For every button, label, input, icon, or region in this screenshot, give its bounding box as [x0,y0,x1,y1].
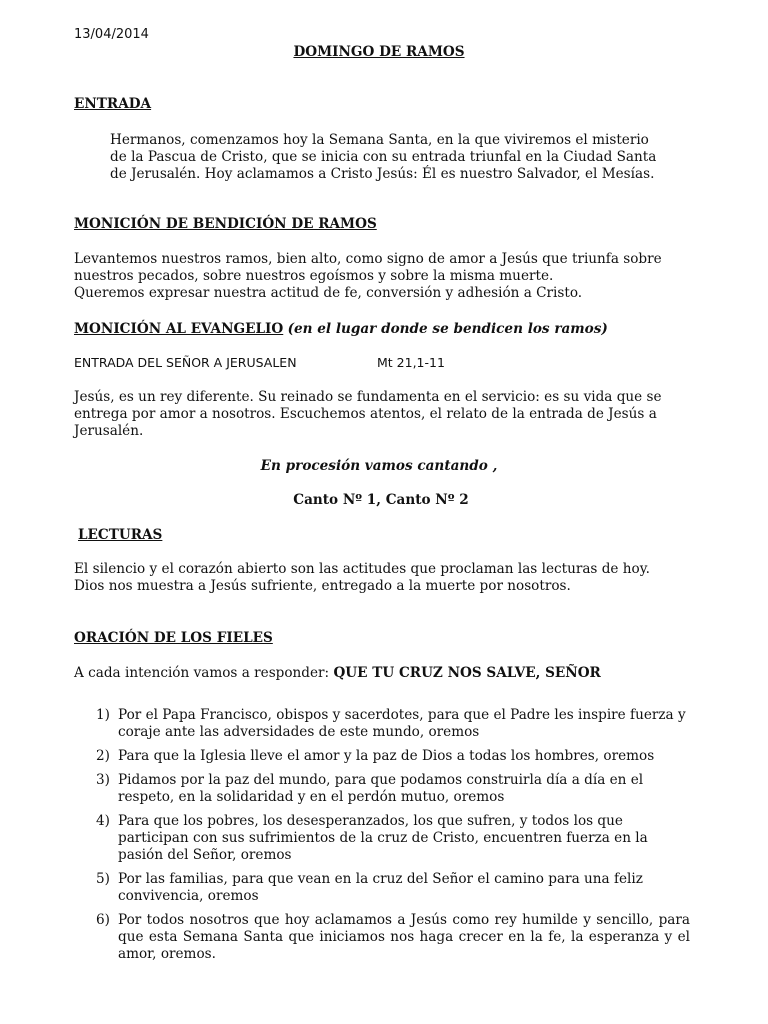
canto-line: Canto Nº 1, Canto Nº 2 [293,492,469,508]
list-item [74,912,690,963]
heading-lecturas: LECTURAS [78,527,163,543]
document-title: DOMINGO DE RAMOS [293,44,465,60]
procesion-line: En procesión vamos cantando , [260,458,498,474]
oracion-response: QUE TU CRUZ NOS SALVE, SEÑOR [333,665,601,681]
list-item-number: 6) [96,912,110,928]
lecturas-line: Dios nos muestra a Jesús sufriente, entregado a la muerte por nosotros. [74,578,571,594]
list-item-text: Pidamos por la paz del mundo, para que podamos construirla día a día en el respeto, en la solidaridad y en el perdón mutuo, oremos [118,772,644,805]
entrada-paragraph [110,132,722,183]
intentions-list [74,707,690,970]
entrada-line: Hermanos, comenzamos hoy la Semana Santa, en la que viviremos el misterio [110,132,649,148]
list-item [74,748,690,765]
list-item [74,772,690,806]
evangelio-note: (en el lugar donde se bendicen los ramos) [287,321,608,337]
list-item-number: 5) [96,871,110,887]
heading-oracion: ORACIÓN DE LOS FIELES [74,630,273,646]
list-item [74,871,690,905]
evangelio-paragraph [74,389,694,440]
list-item [74,707,690,741]
list-item-text: Por el Papa Francisco, obispos y sacerdotes, para que el Padre les inspire fuerza y coraje ante las adversidades de este mundo, oremos [118,707,686,740]
list-item-text: Por todos nosotros que hoy aclamamos a Jesús como rey humilde y sencillo, para que esta Semana Santa que iniciamos nos haga crecer en la fe, la esperanza y el amor, oremos. [118,912,690,962]
list-item-number: 3) [96,772,110,788]
evangelio-heading-line [74,321,608,338]
heading-entrada: ENTRADA [74,96,152,112]
list-item-number: 1) [96,707,110,723]
reading-title: ENTRADA DEL SEÑOR A JERUSALEN [74,355,297,370]
document-date: 13/04/2014 [74,27,149,42]
evangelio-line: entrega por amor a nosotros. Escuchemos atentos, el relato de la entrada de Jesús a [74,406,657,422]
bendicion-paragraph [74,251,694,302]
heading-bendicion: MONICIÓN DE BENDICIÓN DE RAMOS [74,216,377,232]
list-item-number: 2) [96,748,110,764]
list-item-text: Por las familias, para que vean en la cruz del Señor el camino para una feliz convivencia, oremos [118,871,643,904]
list-item-number: 4) [96,813,110,829]
bendicion-line: Levantemos nuestros ramos, bien alto, como signo de amor a Jesús que triunfa sobre [74,251,662,267]
list-item [74,813,690,864]
oracion-intro-line [74,665,601,682]
entrada-line: de la Pascua de Cristo, que se inicia con su entrada triunfal en la Ciudad Santa [110,149,657,165]
list-item-text: Para que los pobres, los desesperanzados, los que sufren, y todos los que participan con sus sufrimientos de la cruz de Cristo, encuentren fuerza en la pasión del Señor, oremos [118,813,648,863]
reading-reference: Mt 21,1-11 [377,355,445,370]
evangelio-line: Jerusalén. [74,423,144,439]
lecturas-line: El silencio y el corazón abierto son las actitudes que proclaman las lecturas de hoy. [74,561,650,577]
lecturas-paragraph [74,561,694,595]
evangelio-line: Jesús, es un rey diferente. Su reinado se fundamenta en el servicio: es su vida que se [74,389,662,405]
heading-evangelio: MONICIÓN AL EVANGELIO [74,321,284,337]
bendicion-line: nuestros pecados, sobre nuestros egoísmos y sobre la misma muerte. [74,268,554,284]
entrada-line: de Jerusalén. Hoy aclamamos a Cristo Jesús: Él es nuestro Salvador, el Mesías. [110,166,655,182]
list-item-text: Para que la Iglesia lleve el amor y la paz de Dios a todas los hombres, oremos [118,748,655,764]
bendicion-line: Queremos expresar nuestra actitud de fe, conversión y adhesión a Cristo. [74,285,583,301]
oracion-intro: A cada intención vamos a responder: [74,665,334,681]
